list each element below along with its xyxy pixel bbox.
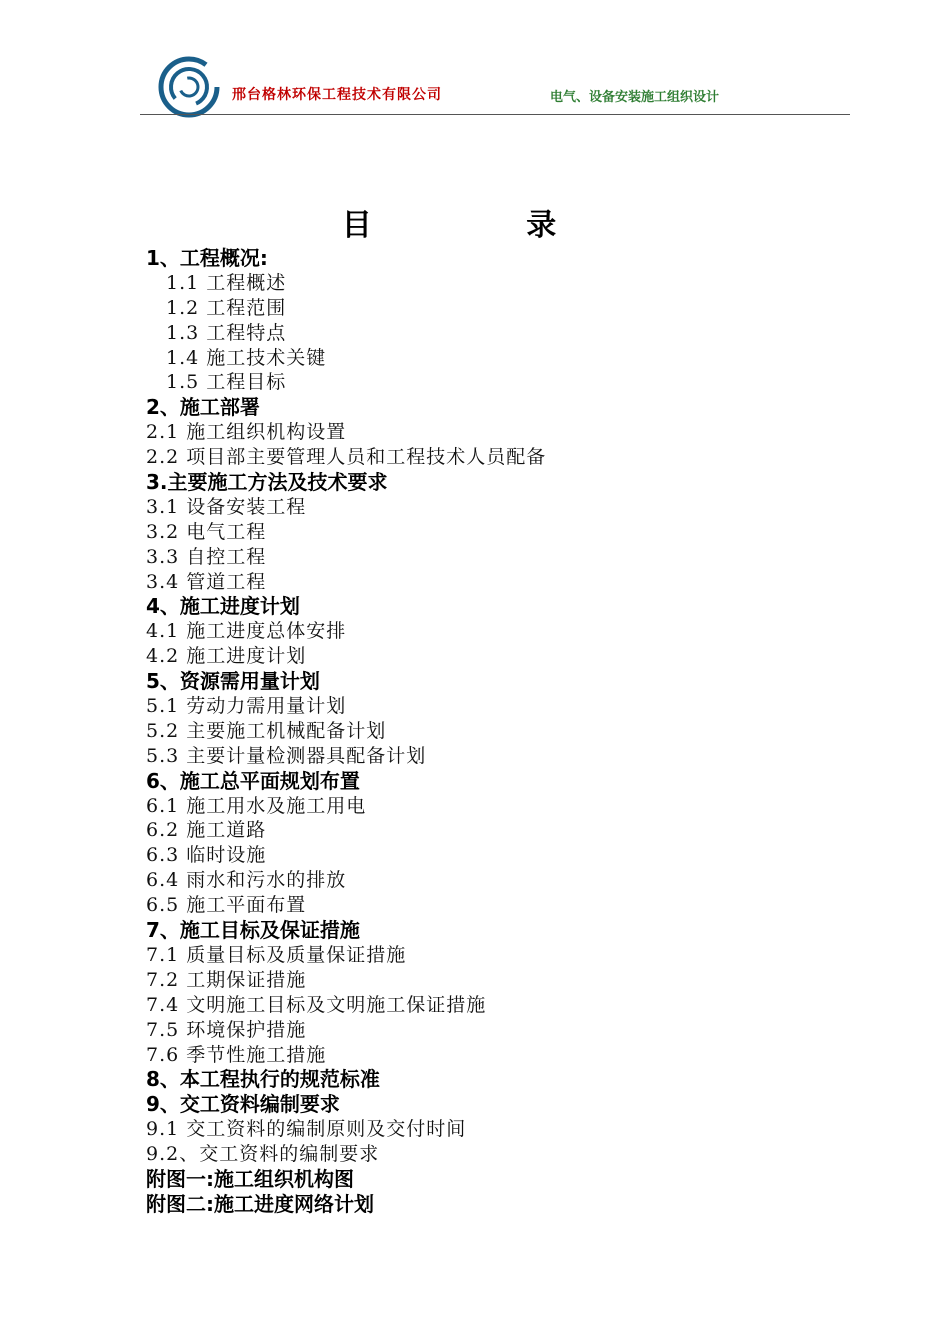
toc-title: 目 录 <box>341 208 629 243</box>
toc-section-heading[interactable]: 9、交工资料编制要求 <box>146 1092 340 1117</box>
toc-subsection-item[interactable]: 1.4 施工技术关键 <box>166 346 327 369</box>
toc-section-heading[interactable]: 3.主要施工方法及技术要求 <box>146 470 388 495</box>
company-name: 邢台格林环保工程技术有限公司 <box>232 87 442 103</box>
toc-section-heading[interactable]: 5、资源需用量计划 <box>146 669 320 694</box>
toc-section-heading[interactable]: 2、施工部署 <box>146 395 260 420</box>
toc-subsection-item[interactable]: 3.1 设备安装工程 <box>146 495 307 518</box>
toc-subsection-item[interactable]: 7.4 文明施工目标及文明施工保证措施 <box>146 993 487 1016</box>
toc-subsection-item[interactable]: 5.1 劳动力需用量计划 <box>146 695 347 718</box>
toc-section-heading[interactable]: 6、施工总平面规划布置 <box>146 768 360 793</box>
toc-subsection-item[interactable]: 3.2 电气工程 <box>146 520 267 543</box>
toc-subsection-item[interactable]: 2.1 施工组织机构设置 <box>146 421 347 444</box>
toc-subsection-item[interactable]: 6.1 施工用水及施工用电 <box>146 794 367 817</box>
toc-subsection-item[interactable]: 1.2 工程范围 <box>166 296 287 319</box>
toc-subsection-item[interactable]: 9.1 交工资料的编制原则及交付时间 <box>146 1118 467 1141</box>
toc-subsection-item[interactable]: 5.2 主要施工机械配备计划 <box>146 719 387 742</box>
toc-section-heading[interactable]: 1、工程概况: <box>146 246 268 270</box>
document-title: 电气、设备安装施工组织设计 <box>550 90 720 105</box>
toc-section-heading[interactable]: 附图二:施工进度网络计划 <box>146 1191 374 1216</box>
toc-subsection-item[interactable]: 4.2 施工进度计划 <box>146 645 307 668</box>
toc-subsection-item[interactable]: 7.1 质量目标及质量保证措施 <box>146 943 407 966</box>
toc-subsection-item[interactable]: 7.6 季节性施工措施 <box>146 1043 327 1066</box>
toc-subsection-item[interactable]: 3.4 管道工程 <box>146 570 267 593</box>
toc-subsection-item[interactable]: 6.3 临时设施 <box>146 844 267 867</box>
toc-subsection-item[interactable]: 6.2 施工道路 <box>146 819 267 842</box>
toc-subsection-item[interactable]: 7.5 环境保护措施 <box>146 1018 307 1041</box>
toc-subsection-item[interactable]: 5.3 主要计量检测器具配备计划 <box>146 744 427 767</box>
toc-subsection-item[interactable]: 7.2 工期保证措施 <box>146 968 307 991</box>
toc-subsection-item[interactable]: 3.3 自控工程 <box>146 545 267 568</box>
table-of-contents <box>146 246 846 1217</box>
toc-section-heading[interactable]: 4、施工进度计划 <box>146 594 300 619</box>
toc-subsection-item[interactable]: 1.1 工程概述 <box>166 271 287 294</box>
header-divider <box>140 114 850 115</box>
toc-section-heading[interactable]: 7、施工目标及保证措施 <box>146 918 360 943</box>
toc-subsection-item[interactable]: 4.1 施工进度总体安排 <box>146 620 347 643</box>
toc-subsection-item[interactable]: 2.2 项目部主要管理人员和工程技术人员配备 <box>146 446 547 469</box>
toc-section-heading[interactable]: 8、本工程执行的规范标准 <box>146 1067 380 1092</box>
toc-subsection-item[interactable]: 9.2、交工资料的编制要求 <box>146 1143 380 1166</box>
swirl-logo-icon <box>158 56 220 118</box>
toc-subsection-item[interactable]: 6.4 雨水和污水的排放 <box>146 869 347 892</box>
toc-subsection-item[interactable]: 6.5 施工平面布置 <box>146 894 307 917</box>
page-header <box>140 52 850 116</box>
toc-subsection-item[interactable]: 1.3 工程特点 <box>166 321 287 344</box>
toc-subsection-item[interactable]: 1.5 工程目标 <box>166 371 287 394</box>
toc-section-heading[interactable]: 附图一:施工组织机构图 <box>146 1166 354 1191</box>
